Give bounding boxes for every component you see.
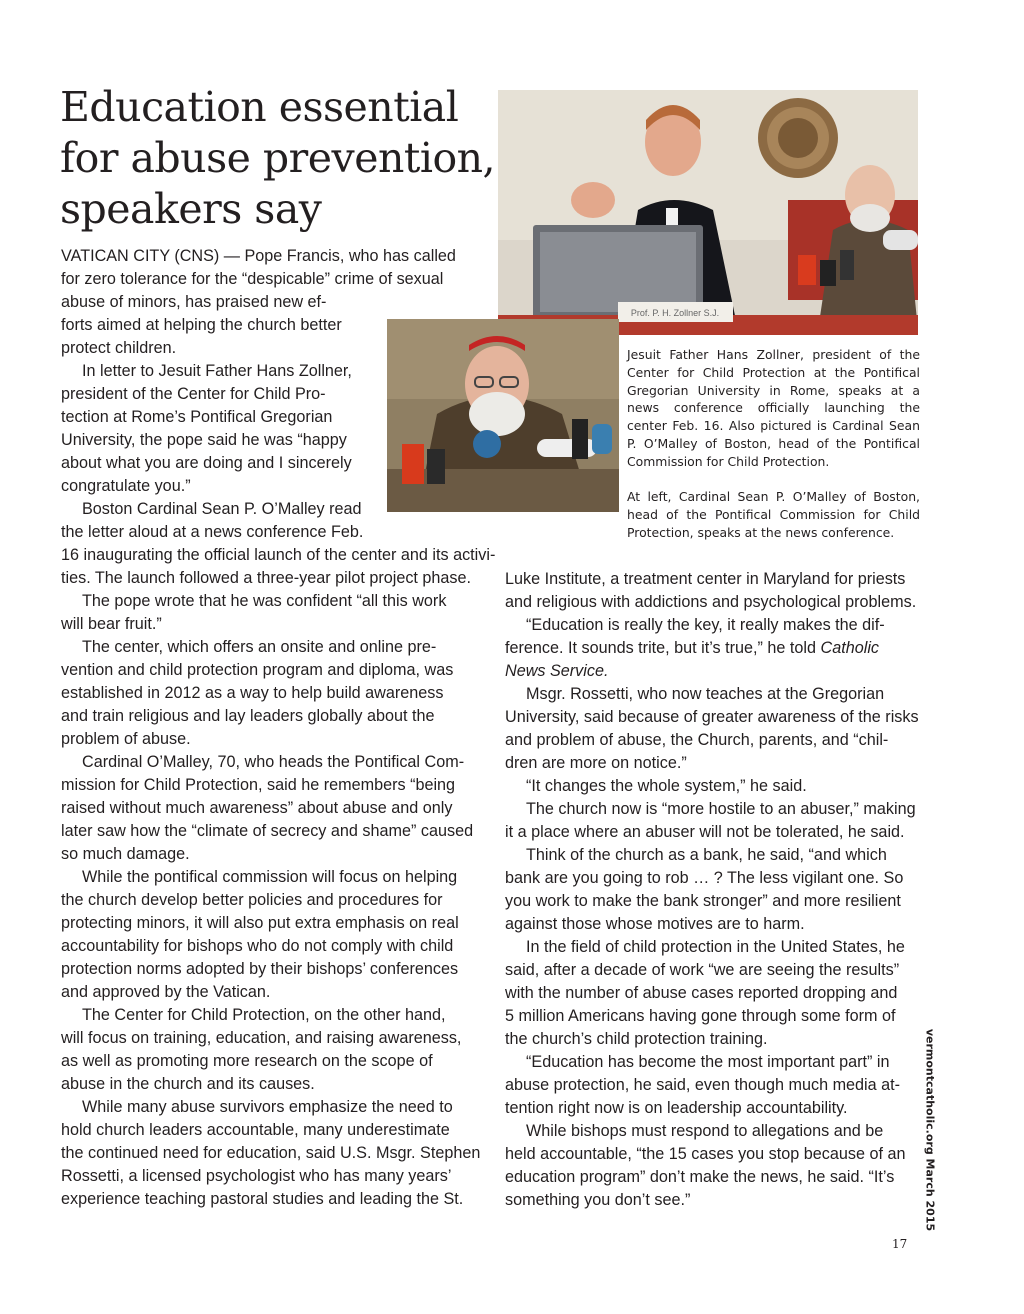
- body-line: problem of abuse.: [61, 730, 191, 748]
- body-line: tention right now is on leadership accountability.: [505, 1099, 848, 1117]
- body-line: congratulate you.”: [61, 477, 191, 495]
- body-line: president of the Center for Child Pro-: [61, 385, 326, 403]
- body-line: News Service.: [505, 662, 609, 680]
- body-line: the church’s child protection training.: [505, 1030, 768, 1048]
- body-line: abuse of minors, has praised new ef-: [61, 293, 327, 311]
- body-line: against those whose motives are to harm.: [505, 915, 805, 933]
- body-line: While bishops must respond to allegations and be: [526, 1122, 884, 1140]
- body-line: said, after a decade of work “we are seeing the results”: [505, 961, 900, 979]
- body-line: Rossetti, a licensed psychologist who has many years’: [61, 1167, 452, 1185]
- article-headline: Education essential for abuse prevention, speakers say: [60, 83, 496, 233]
- body-line: so much damage.: [61, 845, 190, 863]
- body-line: something you don’t see.”: [505, 1191, 691, 1209]
- body-line: bank are you going to rob … ? The less vigilant one. So: [505, 869, 904, 887]
- body-line: will focus on training, education, and raising awareness,: [61, 1029, 462, 1047]
- body-line: as well as promoting more research on the scope of: [61, 1052, 433, 1070]
- body-line: 16 inaugurating the official launch of the center and its activi-: [61, 546, 496, 564]
- publication-name-italic: Catholic: [820, 639, 880, 657]
- body-line: will bear fruit.”: [61, 615, 162, 633]
- body-line: held accountable, “the 15 cases you stop because of an: [505, 1145, 906, 1163]
- body-line: education program” don’t make the news, he said. “It’s: [505, 1168, 895, 1186]
- magazine-sidebar: [918, 1030, 942, 1230]
- body-line: In the field of child protection in the United States, he: [526, 938, 905, 956]
- body-line: In letter to Jesuit Father Hans Zollner,: [82, 362, 352, 380]
- body-line: The Center for Child Protection, on the other hand,: [82, 1006, 446, 1024]
- body-line: and approved by the Vatican.: [61, 983, 271, 1001]
- body-line: University, said because of greater awareness of the risks: [505, 708, 919, 726]
- body-line: the letter aloud at a news conference Feb.: [61, 523, 364, 541]
- body-line: protect children.: [61, 339, 177, 357]
- body-line: Luke Institute, a treatment center in Maryland for priests: [505, 570, 906, 588]
- body-line: and train religious and lay leaders globally about the: [61, 707, 435, 725]
- nameplate-text: Prof. P. H. Zollner S.J.: [630, 308, 720, 318]
- magazine-url-date: vermontcatholic.org March 2015: [923, 1028, 937, 1232]
- body-line: abuse protection, he said, even though much media at-: [505, 1076, 901, 1094]
- body-line: Think of the church as a bank, he said, “and which: [526, 846, 887, 864]
- body-line: Msgr. Rossetti, who now teaches at the Gregorian: [526, 685, 885, 703]
- body-line: with the number of abuse cases reported dropping and: [505, 984, 898, 1002]
- body-line: for zero tolerance for the “despicable” crime of sexual: [61, 270, 444, 288]
- body-line: University, the pope said he was “happy: [61, 431, 347, 449]
- body-line: Cardinal O’Malley, 70, who heads the Pontifical Com-: [82, 753, 465, 771]
- body-line: “Education has become the most important part” in: [526, 1053, 890, 1071]
- body-line: protecting minors, it will also put extra emphasis on real: [61, 914, 459, 932]
- body-line: it a place where an abuser will not be tolerated, he said.: [505, 823, 905, 841]
- body-line: hold church leaders accountable, many underestimate: [61, 1121, 450, 1139]
- body-line: vention and child protection program and diploma, was: [61, 661, 454, 679]
- body-line: VATICAN CITY (CNS) — Pope Francis, who has called: [61, 247, 456, 265]
- body-line: Boston Cardinal Sean P. O’Malley read: [82, 500, 362, 518]
- body-line: The pope wrote that he was confident “all this work: [82, 592, 447, 610]
- body-line: The center, which offers an onsite and online pre-: [82, 638, 437, 656]
- body-line: accountability for bishops who do not comply with child: [61, 937, 454, 955]
- body-line: The church now is “more hostile to an abuser,” making: [526, 800, 916, 818]
- body-line: about what you are doing and I sincerely: [61, 454, 352, 472]
- page-number: 17: [892, 1237, 908, 1251]
- body-line: and problem of abuse, the Church, parents, and “chil-: [505, 731, 889, 749]
- photo-caption-small: At left, Cardinal Sean P. O’Malley of Boston, head of the Pontifical Commission for Child Protection, speaks at the news conference.: [627, 489, 920, 540]
- body-line: the church develop better policies and procedures for: [61, 891, 443, 909]
- body-line: 5 million Americans having gone through some form of: [505, 1007, 896, 1025]
- body-line: tection at Rome’s Pontifical Gregorian: [61, 408, 333, 426]
- body-line: the continued need for education, said U.S. Msgr. Stephen: [61, 1144, 481, 1162]
- body-line: mission for Child Protection, said he remembers “being: [61, 776, 456, 794]
- body-line: “It changes the whole system,” he said.: [526, 777, 807, 795]
- body-line: abuse in the church and its causes.: [61, 1075, 315, 1093]
- press-conference-photo: [498, 90, 918, 335]
- body-line-text: ference. It sounds trite, but it’s true,” he told: [505, 639, 817, 657]
- body-line: ties. The launch followed a three-year pilot project phase.: [61, 569, 472, 587]
- body-line: established in 2012 as a way to help build awareness: [61, 684, 444, 702]
- cardinal-omalley-photo: [387, 319, 619, 512]
- body-line: and religious with addictions and psychological problems.: [505, 593, 917, 611]
- body-line: “Education is really the key, it really makes the dif-: [526, 616, 885, 634]
- body-line: experience teaching pastoral studies and leading the St.: [61, 1190, 464, 1208]
- body-line: you work to make the bank stronger” and more resilient: [505, 892, 901, 910]
- body-line: protection norms adopted by their bishops’ conferences: [61, 960, 459, 978]
- body-line: While the pontifical commission will focus on helping: [82, 868, 458, 886]
- body-line: While many abuse survivors emphasize the need to: [82, 1098, 453, 1116]
- photo-caption-main: Jesuit Father Hans Zollner, president of the Center for Child Protection at the Pontifical Gregorian University in Rome, speaks at a news conference officially launching the center Feb. 16. Also pictured is Cardinal Sean P. O’Malley of Boston, head of the Pontifical Commission for Child Protection.: [627, 347, 920, 469]
- body-line: forts aimed at helping the church better: [61, 316, 342, 334]
- body-line: later saw how the “climate of secrecy and shame” caused: [61, 822, 474, 840]
- body-line: [505, 637, 879, 660]
- body-line: raised without much awareness” about abuse and only: [61, 799, 453, 817]
- body-line: dren are more on notice.”: [505, 754, 687, 772]
